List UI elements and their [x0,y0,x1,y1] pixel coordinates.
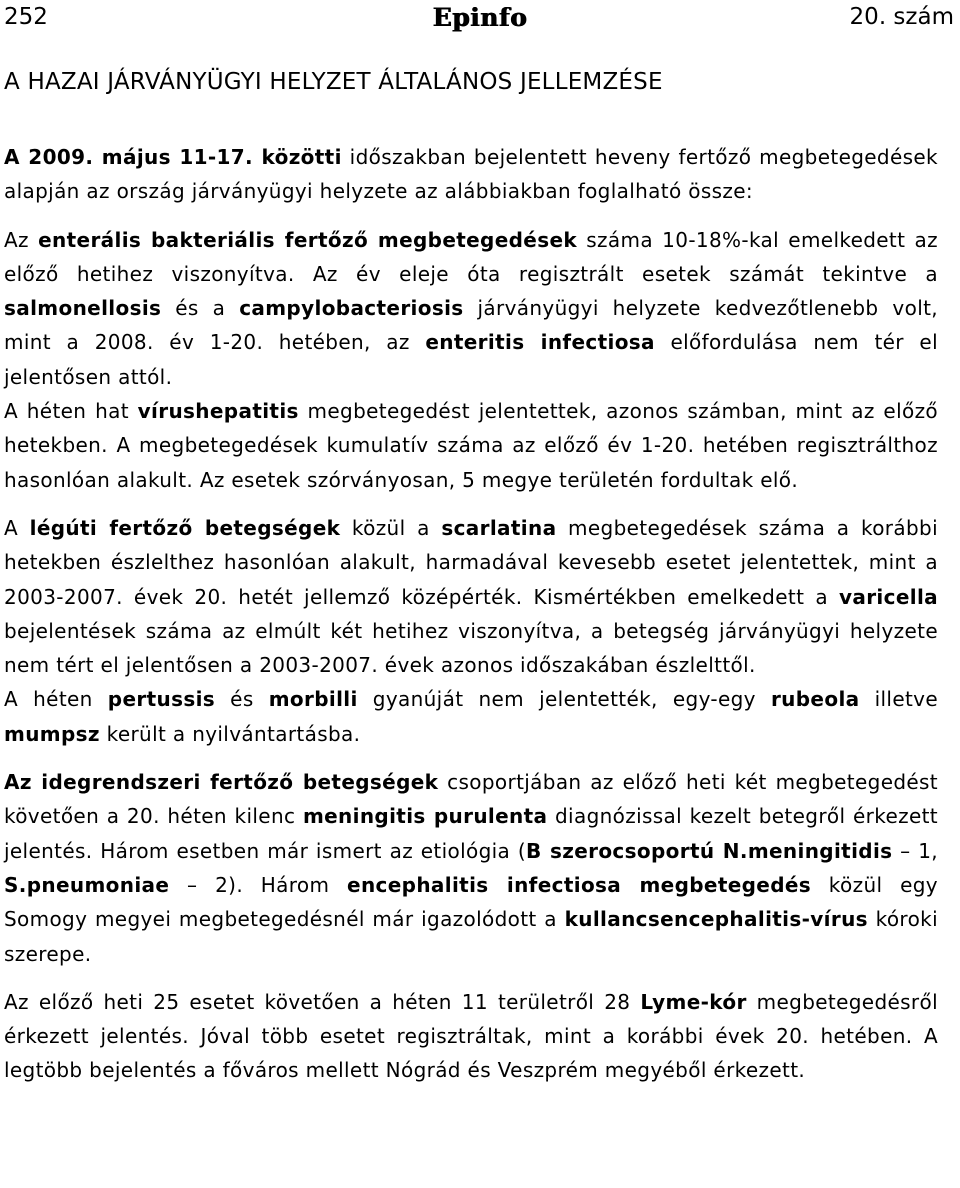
text-run: közül egy Somogy megyei megbetegedésnél már igazolódott a [4,872,938,932]
paragraph-pertussis [4,682,938,751]
text-run: kóroki szerepe. [4,907,938,966]
bold-term: pertussis [107,687,216,712]
text-run: gyanúját nem jelentették, egy-egy [357,687,771,712]
paragraph-enteral [4,223,938,394]
bold-term: campylobacteriosis [239,296,464,321]
bold-term: kullancsencephalitis-vírus [564,907,868,932]
text-run: illetve [859,687,939,712]
text-run: csoportjában az előző heti két megbetegedést követően a 20. héten kilenc [4,770,939,829]
text-run: járványügyi helyzete kedvezőtlenebb volt, mint a 2008. év 1-20. hetében, az [4,296,938,355]
bold-term: vírushepatitis [137,399,299,424]
text-run: előfordulása nem tér el jelentősen attól. [4,330,938,389]
bold-term: Lyme-kór [640,989,747,1014]
text-run: A héten hat [4,399,138,424]
paragraph-respiratory [4,511,938,682]
text-run: A [4,515,30,540]
bold-term: légúti fertőző betegségek [29,515,341,540]
text-run: A héten [4,687,108,712]
bold-term: S.pneumoniae [4,872,170,897]
text-run: diagnózissal kezelt betegről érkezett jelentés. Három esetben már ismert az etiológia ( [4,804,938,863]
text-run: bejelentések száma az elmúlt két hetihez viszonyítva, a betegség járványügyi helyzete nem tért el jelentősen a 2003-2007. évek azonos időszakában észlelttől. [4,618,938,678]
issue-number: 20. szám [849,4,954,30]
bold-term: A 2009. május 11-17. közötti [4,145,342,169]
paragraph-hepatitis [4,394,938,497]
page-header [0,0,960,40]
text-run: és a [161,296,240,321]
text-run: megbetegedések száma a korábbi hetekben észlelthez hasonlóan alakult, harmadával kevesebb esetet jelentettek, mint a 2003-2007. évek 20. hetét jellemző középérték. Kismértékben emelkedett a [4,515,938,609]
bold-term: salmonellosis [4,296,162,321]
paragraph-neuro [4,765,938,971]
text-run: és [215,687,269,712]
bold-term: scarlatina [441,515,557,540]
bold-term: B szerocsoportú N.meningitidis [526,838,893,863]
bold-term: rubeola [770,687,860,712]
text-run: megbetegedést jelentettek, azonos számban, mint az előző hetekben. A megbetegedések kumulatív száma az előző év 1-20. hetében regisztrálthoz hasonlóan alakult. Az esetek szórványosan, 5 megye területén fordultak elő. [4,399,939,492]
text-run: Az előző heti 25 esetet követően a héten 11 területről 28 [4,989,641,1014]
text-run: – 1, [892,838,939,863]
bold-term: meningitis purulenta [302,804,548,829]
bold-term: mumpsz [4,721,100,746]
text-run: Az [4,227,39,252]
text-run: közül a [340,515,442,540]
text-run: időszakban bejelentett heveny fertőző megbetegedések alapján az ország járványügyi helyzete az alábbiakban foglalható össze: [4,145,938,204]
bold-term: enterális bakteriális fertőző megbetegedések [38,227,578,252]
text-run: száma 10-18%-kal emelkedett az előző hetihez viszonyítva. Az év eleje óta regisztrált esetek számát tekintve a [4,227,938,286]
bold-term: morbilli [268,687,358,712]
paragraph-lyme [4,985,938,1088]
bold-term: enteritis infectiosa [425,330,655,355]
text-run: került a nyilvántartásba. [99,721,361,746]
text-run: megbetegedésről érkezett jelentés. Jóval több esetet regisztráltak, mint a korábbi évek 20. hetében. A legtöbb bejelentés a főváros mellett Nógrád és Veszprém megyéből érkezett. [4,989,938,1083]
bold-term: varicella [838,584,938,609]
text-run: – 2). Három [169,872,348,897]
page-title: A HAZAI JÁRVÁNYÜGYI HELYZET ÁLTALÁNOS JELLEMZÉSE [4,69,663,95]
paragraph-intro [4,140,938,209]
epinfo-logo: Epinfo [432,3,528,32]
article-body [4,140,938,1102]
page-number: 252 [4,4,48,30]
bold-term: Az idegrendszeri fertőző betegségek [4,770,439,795]
bold-term: encephalitis infectiosa megbetegedés [347,872,812,897]
